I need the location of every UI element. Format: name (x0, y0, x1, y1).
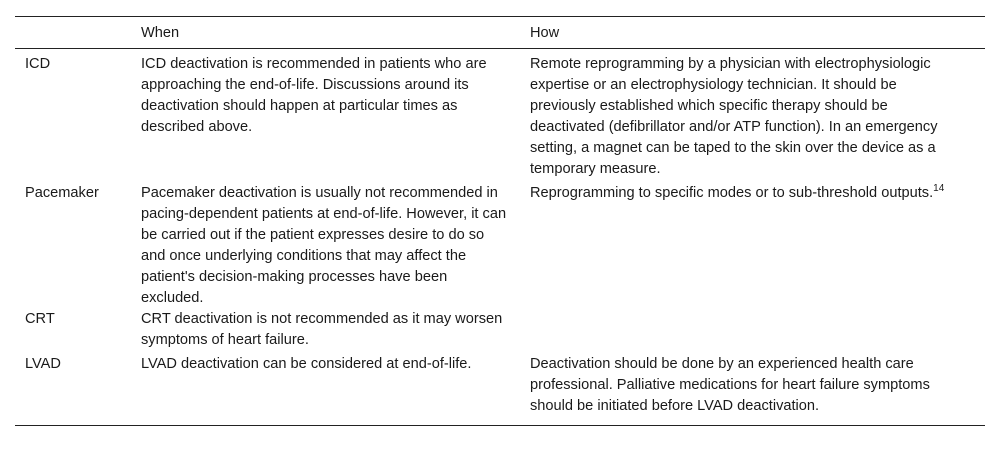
header-row (15, 17, 985, 49)
device-cell: ICD (25, 56, 51, 72)
device-deactivation-table-container (15, 16, 985, 426)
table-header (15, 17, 985, 49)
table-row-crt (15, 309, 985, 351)
device-cell: Pacemaker (25, 185, 99, 201)
how-text: Remote reprogramming by a physician with electrophysiologic expertise or an electrophysiology technician. It should be previously established which specific therapy should be deactivated (defibrillator and/or ATP function). In an emergency setting, a magnet can be taped to the skin over the device as a temporary measure. (530, 56, 938, 177)
how-text: Reprogramming to specific modes or to sub-threshold outputs. (530, 185, 934, 201)
header-how: How (530, 25, 560, 41)
reference-superscript: 14 (933, 183, 945, 195)
how-cell (530, 351, 985, 426)
device-cell: CRT (25, 311, 55, 327)
header-when: When (141, 25, 180, 41)
table-body (15, 49, 985, 426)
when-cell: LVAD deactivation can be considered at end-of-life. (141, 356, 472, 372)
device-deactivation-table (15, 16, 985, 426)
when-cell: ICD deactivation is recommended in patients who are approaching the end-of-life. Discussions around its deactivation should happen at particular times as described above. (141, 56, 487, 135)
table-row-lvad (15, 351, 985, 426)
how-cell (530, 309, 985, 351)
how-text: Deactivation should be done by an experienced health care professional. Palliative medications for heart failure symptoms should be initiated before LVAD deactivation. (530, 356, 930, 414)
when-cell: Pacemaker deactivation is usually not recommended in pacing-dependent patients at end-of-life. However, it can be carried out if the patient expresses desire to do so and once underlying conditions that may affect the patient's decision-making processes have been excluded. (141, 185, 507, 306)
header-device (15, 17, 141, 49)
how-cell (530, 180, 985, 309)
how-cell (530, 49, 985, 181)
when-cell: CRT deactivation is not recommended as it may worsen symptoms of heart failure. (141, 311, 503, 348)
table-row-pacemaker (15, 180, 985, 309)
device-cell: LVAD (25, 356, 61, 372)
table-row-icd (15, 49, 985, 181)
